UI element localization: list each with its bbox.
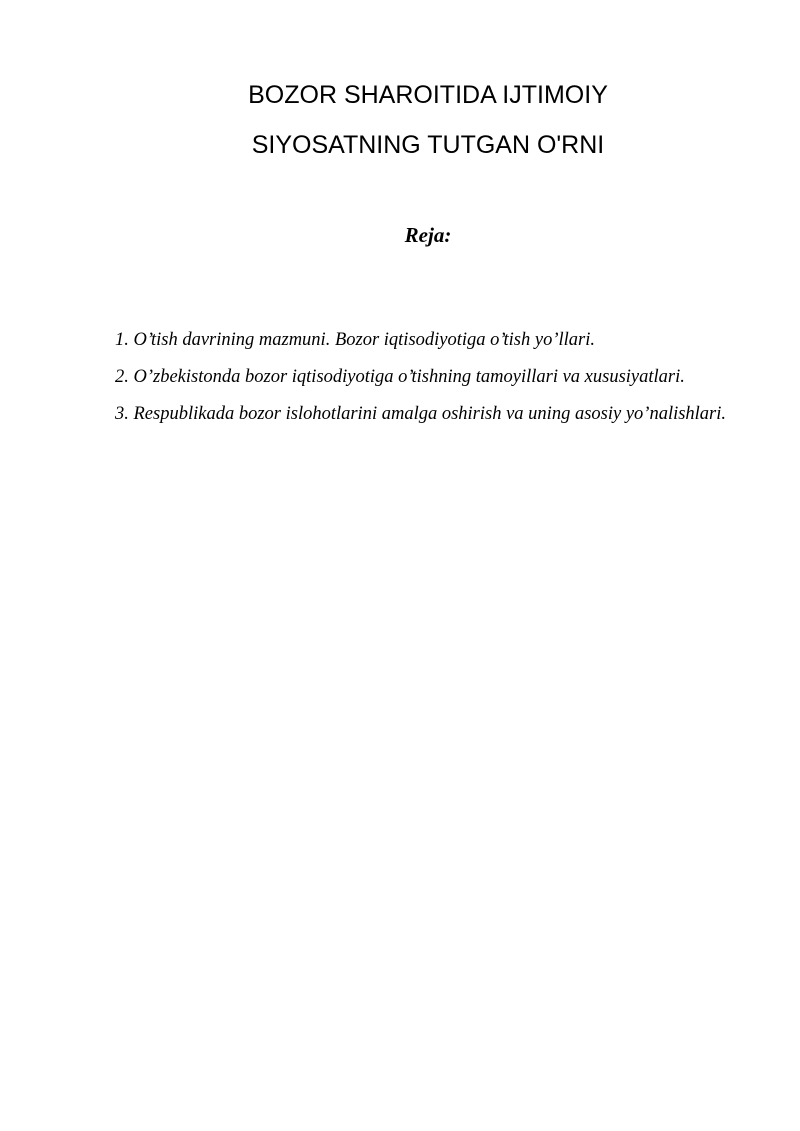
- plan-heading: Reja:: [404, 223, 452, 247]
- plan-item: 1. O’tish davrining mazmuni. Bozor iqtisodiyotiga o’tish yo’llari.: [115, 330, 595, 350]
- plan-item: 3. Respublikada bozor islohotlarini amalga oshirish va uning asosiy yo’nalishlari.: [115, 404, 727, 424]
- page-title-line-1: BOZOR SHAROITIDA IJTIMOIY: [248, 81, 608, 109]
- plan-item: 2. O’zbekistonda bozor iqtisodiyotiga o’tishning tamoyillari va xususiyatlari.: [115, 367, 685, 387]
- page-title-line-2: SIYOSATNING TUTGAN O'RNI: [251, 131, 605, 159]
- plan-list: [115, 322, 740, 433]
